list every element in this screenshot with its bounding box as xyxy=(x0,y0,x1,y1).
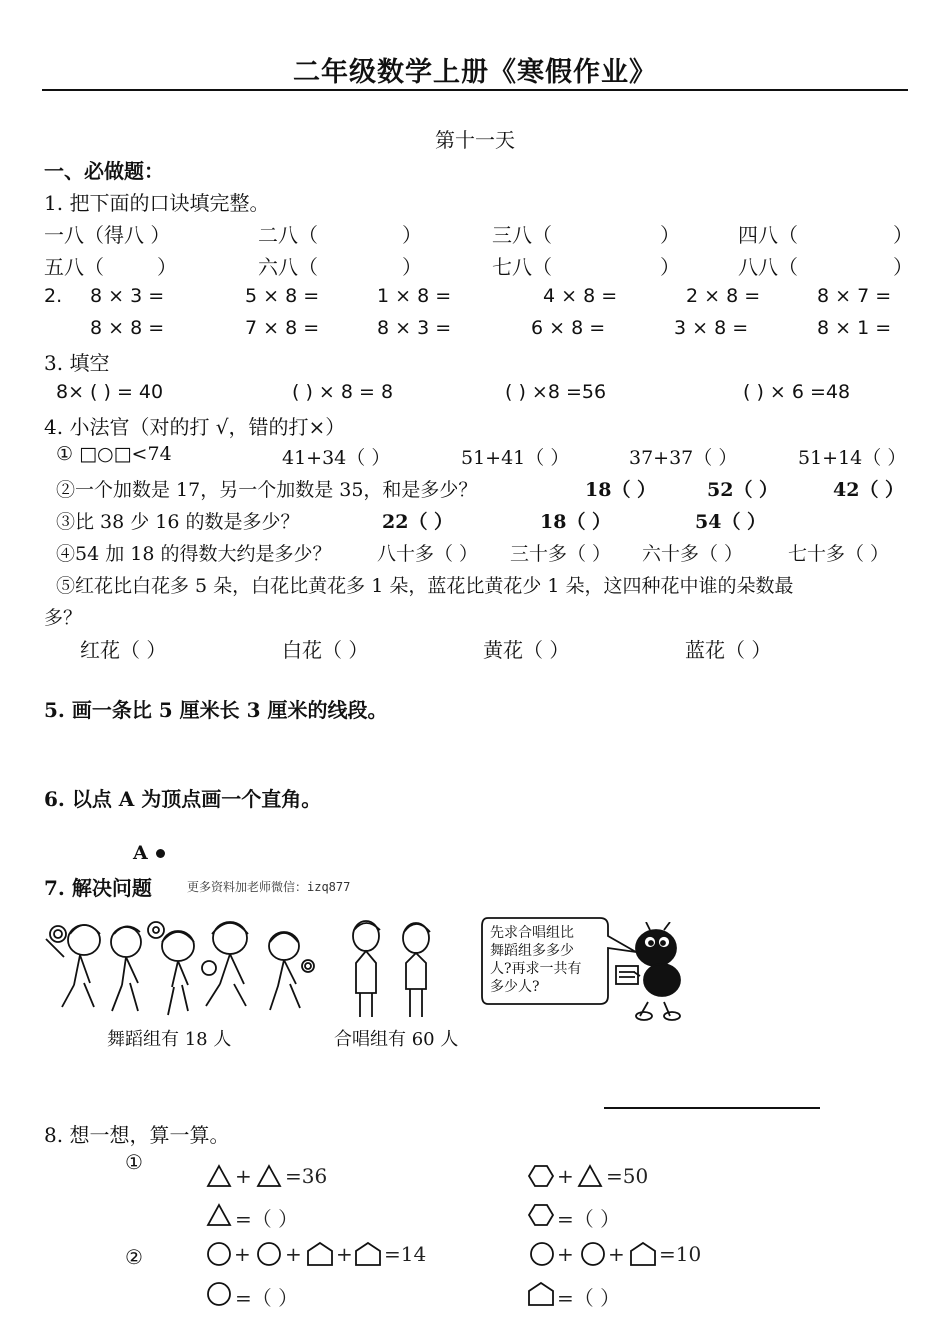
dance-group-illustration xyxy=(44,912,319,1022)
q4-s2-opt1: 18（ ） xyxy=(585,479,657,501)
day-heading: 第十一天 xyxy=(435,128,515,152)
q2-r1-2: 5 × 8 = xyxy=(245,285,320,307)
q2-num: 2. xyxy=(44,285,63,307)
q4-s5-yellow: 黄花（ ） xyxy=(483,638,570,662)
q4-s5-blue: 蓝花（ ） xyxy=(685,638,772,662)
eq3-right-result: =10 xyxy=(659,1242,702,1266)
q1-r2-c: 七八（ xyxy=(492,255,552,279)
q4-s4-opt3: 六十多（ ） xyxy=(642,543,744,565)
q4-s1-stmt: ① □○□<74 xyxy=(56,443,172,465)
q4-s2-stmt: ②一个加数是 17，另一个加数是 35，和是多少？ xyxy=(56,479,478,501)
q1-r2-a-close: ） xyxy=(157,255,177,279)
q4-s5-white: 白花（ ） xyxy=(282,638,369,662)
q8-prompt: 8. 想一想，算一算。 xyxy=(44,1123,230,1147)
circle-icon xyxy=(256,1241,282,1267)
q5-prompt: 5. 画一条比 5 厘米长 3 厘米的线段。 xyxy=(44,698,388,722)
plus-sign: + xyxy=(235,1164,252,1188)
q4-s1-opt2: 51+41（ ） xyxy=(461,447,570,469)
bubble-line-1: 先求合唱组比 xyxy=(490,925,574,941)
q4-s5-line2: 多？ xyxy=(44,607,83,629)
choir-group-illustration xyxy=(344,914,444,1022)
q6-prompt: 6. 以点 A 为顶点画一个直角。 xyxy=(44,787,322,811)
q2-r2-5: 3 × 8 = xyxy=(674,317,749,339)
section-heading: 一、必做题： xyxy=(44,159,164,183)
q2-r1-6: 8 × 7 = xyxy=(817,285,892,307)
q4-s3-opt2: 18（ ） xyxy=(540,511,612,533)
q4-s3-opt3: 54（ ） xyxy=(695,511,767,533)
plus-sign: + xyxy=(557,1164,574,1188)
q2-r2-2: 7 × 8 = xyxy=(245,317,320,339)
bubble-line-2: 舞蹈组多多少 xyxy=(490,943,574,959)
q4-s4-stmt: ④54 加 18 的得数大约是多少？ xyxy=(56,543,332,565)
answer-line xyxy=(604,1107,820,1109)
hexagon-answer: =（ ） xyxy=(557,1207,621,1231)
q4-s5-red: 红花（ ） xyxy=(80,638,167,662)
q1-r1-a: 一八（得八 ） xyxy=(44,223,171,247)
q4-s4-opt4: 七十多（ ） xyxy=(788,543,890,565)
q4-s5-line1: ⑤红花比白花多 5 朵，白花比黄花多 1 朵，蓝花比黄花少 1 朵，这四种花中谁的朵数最 xyxy=(56,575,794,597)
q2-r2-4: 6 × 8 = xyxy=(531,317,606,339)
q8-part1-number: ① xyxy=(125,1150,143,1174)
house-shape-icon xyxy=(306,1241,334,1267)
q1-r2-d: 八八（ xyxy=(738,255,798,279)
dance-caption: 舞蹈组有 18 人 xyxy=(107,1029,232,1050)
triangle-icon xyxy=(206,1164,232,1188)
q4-prompt: 4. 小法官（对的打 √，错的打×） xyxy=(44,415,346,439)
circle-icon xyxy=(529,1241,555,1267)
point-a-label: A xyxy=(133,842,148,864)
hexagon-icon xyxy=(527,1164,555,1188)
house-shape-icon xyxy=(527,1281,555,1307)
house-shape-icon xyxy=(354,1241,382,1267)
circle-icon xyxy=(580,1241,606,1267)
q1-prompt: 1. 把下面的口诀填完整。 xyxy=(44,191,270,215)
q4-s1-opt3: 37+37（ ） xyxy=(629,447,738,469)
q1-r1-d-close: ） xyxy=(893,223,913,247)
q7-prompt: 7. 解决问题 xyxy=(44,876,152,900)
q3-item-2: ( ) × 8 = 8 xyxy=(292,381,394,403)
q8-part2-number: ② xyxy=(125,1245,143,1269)
bubble-text xyxy=(490,924,582,996)
q3-item-1: 8× ( ) = 40 xyxy=(56,381,164,403)
bubble-line-4: 多少人? xyxy=(490,979,540,995)
plus-sign: + xyxy=(557,1242,574,1266)
q2-r1-4: 4 × 8 = xyxy=(543,285,618,307)
q1-r2-b: 六八（ xyxy=(258,255,318,279)
point-a-dot xyxy=(156,849,165,858)
q1-r2-b-close: ） xyxy=(402,255,422,279)
q4-s1-opt1: 41+34（ ） xyxy=(282,447,391,469)
title-rule xyxy=(42,89,908,91)
q1-r2-d-close: ） xyxy=(893,255,913,279)
circle-icon xyxy=(206,1241,232,1267)
q4-s4-opt1: 八十多（ ） xyxy=(377,543,479,565)
plus-sign: + xyxy=(608,1242,625,1266)
eq1-right-result: =50 xyxy=(606,1164,649,1188)
q2-r1-5: 2 × 8 = xyxy=(686,285,761,307)
q3-prompt: 3. 填空 xyxy=(44,351,110,375)
circle-icon xyxy=(206,1281,232,1307)
q4-s3-stmt: ③比 38 少 16 的数是多少？ xyxy=(56,511,300,533)
choir-caption: 合唱组有 60 人 xyxy=(334,1029,459,1050)
q4-s4-opt2: 三十多（ ） xyxy=(510,543,612,565)
q4-s2-opt2: 52（ ） xyxy=(707,479,779,501)
q1-r1-c-close: ） xyxy=(660,223,680,247)
q4-s3-opt1: 22（ ） xyxy=(382,511,454,533)
triangle-answer: =（ ） xyxy=(235,1207,299,1231)
plus-sign: + xyxy=(234,1242,251,1266)
triangle-icon xyxy=(577,1164,603,1188)
q4-s1-opt4: 51+14（ ） xyxy=(798,447,907,469)
q2-r2-3: 8 × 3 = xyxy=(377,317,452,339)
q1-r1-d: 四八（ xyxy=(738,223,798,247)
eq3-left-result: =14 xyxy=(384,1242,427,1266)
q1-r1-c: 三八（ xyxy=(492,223,552,247)
q1-r1-b-close: ） xyxy=(402,223,422,247)
eq1-left-result: =36 xyxy=(285,1164,328,1188)
house-shape-answer: =（ ） xyxy=(557,1286,621,1310)
q4-s2-opt3: 42（ ） xyxy=(833,479,905,501)
triangle-icon xyxy=(206,1203,232,1227)
watermark-text: 更多资料加老师微信：izq877 xyxy=(187,880,351,894)
q2-r1-3: 1 × 8 = xyxy=(377,285,452,307)
q3-item-4: ( ) × 6 =48 xyxy=(743,381,851,403)
circle-answer: =（ ） xyxy=(235,1286,299,1310)
q2-r2-6: 8 × 1 = xyxy=(817,317,892,339)
q3-item-3: ( ) ×8 =56 xyxy=(505,381,607,403)
bubble-line-3: 人?再求一共有 xyxy=(490,961,582,977)
triangle-icon xyxy=(256,1164,282,1188)
q2-r2-1: 8 × 8 = xyxy=(90,317,165,339)
q1-r2-a: 五八（ xyxy=(44,255,104,279)
plus-sign: + xyxy=(336,1242,353,1266)
q1-r2-c-close: ） xyxy=(660,255,680,279)
mascot-illustration xyxy=(610,922,690,1022)
plus-sign: + xyxy=(285,1242,302,1266)
q2-r1-1: 8 × 3 = xyxy=(90,285,165,307)
q1-r1-b: 二八（ xyxy=(258,223,318,247)
page-title: 二年级数学上册《寒假作业》 xyxy=(293,57,657,88)
hexagon-icon xyxy=(527,1203,555,1227)
house-shape-icon xyxy=(629,1241,657,1267)
